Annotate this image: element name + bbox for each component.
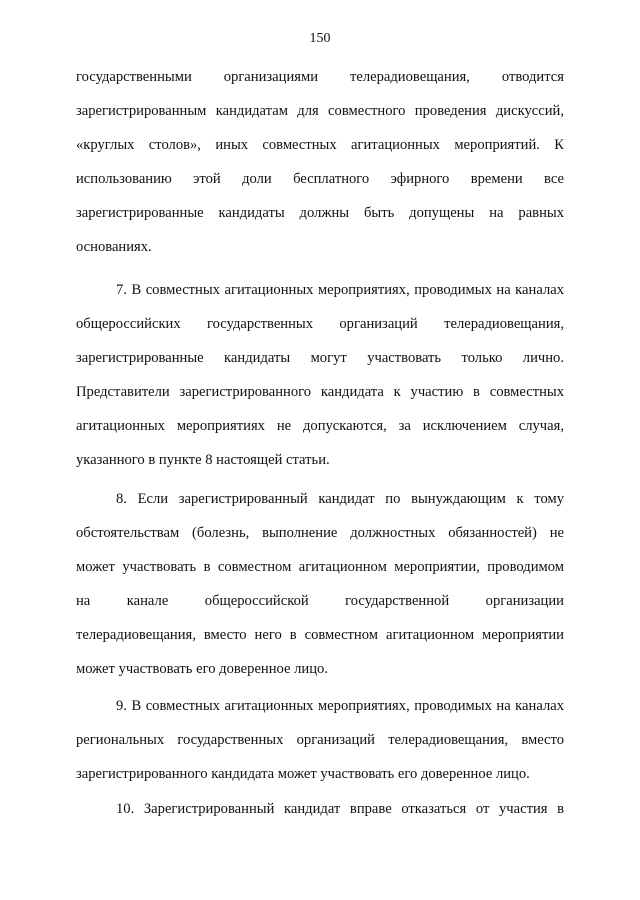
- text-line: использованию этой доли бесплатного эфирного времени все: [76, 171, 564, 187]
- paragraph-10: [76, 792, 564, 826]
- text-line: Представители зарегистрированного кандидата к участию в совместных: [76, 384, 564, 400]
- text-line: региональных государственных организаций телерадиовещания, вместо: [76, 732, 564, 748]
- text-line: «круглых столов», иных совместных агитационных мероприятий. К: [76, 137, 564, 153]
- text-line: общероссийских государственных организаций телерадиовещания,: [76, 316, 564, 332]
- text-line: телерадиовещания, вместо него в совместном агитационном мероприятии: [76, 627, 564, 643]
- paragraph-8: [76, 482, 564, 686]
- text-line: может участвовать в совместном агитационном мероприятии, проводимом: [76, 559, 564, 575]
- page-number: 150: [309, 31, 331, 46]
- text-line: 8. Если зарегистрированный кандидат по вынуждающим к тому: [116, 491, 564, 507]
- text-line: зарегистрированные кандидаты могут участвовать только лично.: [76, 350, 564, 366]
- paragraph-7: [76, 273, 564, 477]
- text-line: зарегистрированные кандидаты должны быть допущены на равных: [76, 205, 564, 221]
- paragraph-9: [76, 689, 564, 791]
- paragraph-continuation: [76, 60, 564, 264]
- text-line: зарегистрированным кандидатам для совместного проведения дискуссий,: [76, 103, 564, 119]
- text-line: указанного в пункте 8 настоящей статьи.: [76, 452, 330, 468]
- text-line: обстоятельствам (болезнь, выполнение должностных обязанностей) не: [76, 525, 564, 541]
- text-line: государственными организациями телерадиовещания, отводится: [76, 69, 564, 85]
- text-line: основаниях.: [76, 239, 152, 255]
- text-line: может участвовать его доверенное лицо.: [76, 661, 328, 677]
- text-line: на канале общероссийской государственной организации: [76, 593, 564, 609]
- text-line: 9. В совместных агитационных мероприятиях, проводимых на каналах: [116, 698, 564, 714]
- text-line: зарегистрированного кандидата может участвовать его доверенное лицо.: [76, 766, 530, 782]
- text-line: 10. Зарегистрированный кандидат вправе отказаться от участия в: [116, 801, 564, 817]
- text-line: 7. В совместных агитационных мероприятиях, проводимых на каналах: [116, 282, 564, 298]
- text-line: агитационных мероприятиях не допускаются, за исключением случая,: [76, 418, 564, 434]
